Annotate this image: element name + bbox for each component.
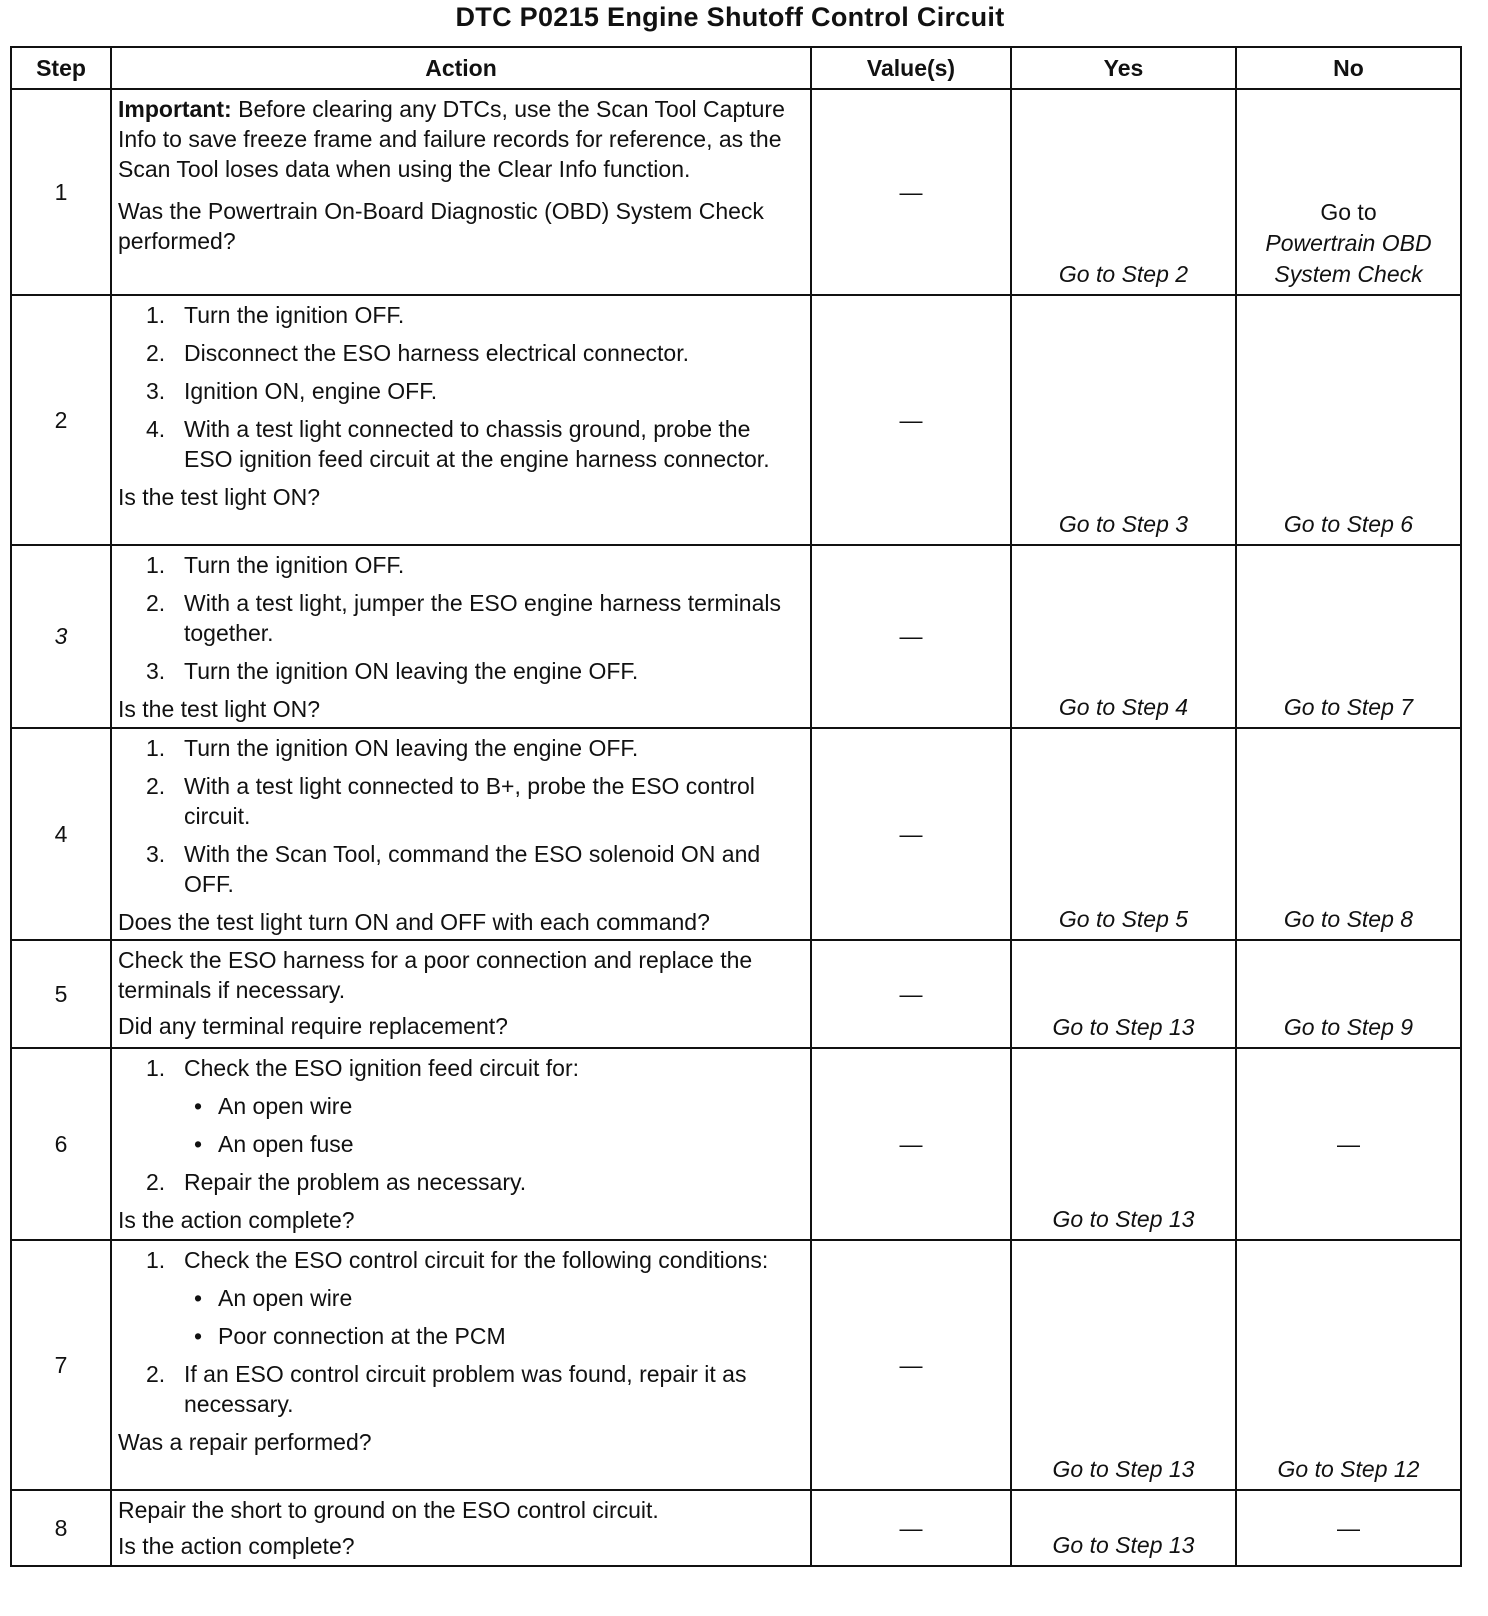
bullet-item: • An open fuse [194, 1131, 354, 1157]
action-step: 4. With a test light connected to chassis ground, probe the ESO ignition feed circuit at the engine harness connector. [146, 416, 770, 472]
step-number: 8 [11, 1490, 111, 1566]
action-step: 3. Ignition ON, engine OFF. [146, 378, 438, 404]
table-row [11, 940, 1461, 1048]
yes-result: Go to Step 5 [1011, 728, 1236, 940]
action-cell [111, 1490, 811, 1566]
action-steps [118, 1053, 804, 1197]
step-question: Is the test light ON? [118, 696, 320, 722]
header-values: Value(s) [811, 47, 1011, 89]
no-result: Go to Step 9 [1236, 940, 1461, 1048]
bullet-list [184, 1091, 804, 1159]
no-result: Go to Step 7 [1236, 545, 1461, 728]
bullet-list [184, 1283, 804, 1351]
action-cell [111, 89, 811, 295]
table-row [11, 89, 1461, 295]
yes-result: Go to Step 2 [1011, 89, 1236, 295]
header-step: Step [11, 47, 111, 89]
action-steps [118, 1245, 804, 1419]
action-step: 2. Disconnect the ESO harness electrical connector. [146, 340, 689, 366]
action-step: 3. Turn the ignition ON leaving the engine OFF. [146, 658, 639, 684]
action-cell [111, 940, 811, 1048]
important-note [118, 94, 804, 184]
step-question: Was the Powertrain On-Board Diagnostic (OBD) System Check performed? [118, 198, 764, 254]
yes-result: Go to Step 13 [1011, 1048, 1236, 1240]
action-steps [118, 300, 804, 474]
step-number: 1 [11, 89, 111, 295]
value-cell: — [811, 1490, 1011, 1566]
header-yes: Yes [1011, 47, 1236, 89]
table-row [11, 295, 1461, 545]
page-title: DTC P0215 Engine Shutoff Control Circuit [455, 2, 1005, 32]
step-question: Was a repair performed? [118, 1429, 372, 1455]
value-cell: — [811, 295, 1011, 545]
no-result: Go to Step 8 [1236, 728, 1461, 940]
action-cell [111, 1240, 811, 1490]
value-cell: — [811, 1240, 1011, 1490]
no-result: Go to Step 12 [1236, 1240, 1461, 1490]
table-row [11, 728, 1461, 940]
action-step: 1. Turn the ignition ON leaving the engine OFF. [146, 735, 639, 761]
yes-result: Go to Step 13 [1011, 940, 1236, 1048]
bullet-item: • An open wire [194, 1093, 353, 1119]
no-result-prefix: Go to [1320, 199, 1377, 225]
action-steps [118, 550, 804, 686]
no-result: Go to Step 6 [1236, 295, 1461, 545]
table-header-row [11, 47, 1461, 89]
yes-result: Go to Step 3 [1011, 295, 1236, 545]
step-question: Did any terminal require replacement? [118, 1013, 508, 1039]
value-cell: — [811, 728, 1011, 940]
yes-result: Go to Step 13 [1011, 1240, 1236, 1490]
step-number: 7 [11, 1240, 111, 1490]
action-step: 2. If an ESO control circuit problem was found, repair it as necessary. [146, 1361, 747, 1417]
bullet-item: • Poor connection at the PCM [194, 1323, 506, 1349]
table-row [11, 545, 1461, 728]
step-number: 6 [11, 1048, 111, 1240]
action-step: 1. Check the ESO control circuit for the following conditions: • An open wire • Poor connection at the PCM [118, 1245, 804, 1351]
value-cell: — [811, 1048, 1011, 1240]
no-result: — [1236, 1490, 1461, 1566]
no-result-target: Powertrain OBD System Check [1265, 230, 1432, 287]
action-text: Repair the short to ground on the ESO control circuit. [118, 1497, 659, 1523]
step-question: Does the test light turn ON and OFF with each command? [118, 909, 710, 935]
yes-result: Go to Step 4 [1011, 545, 1236, 728]
step-question: Is the test light ON? [118, 484, 320, 510]
step-number: 4 [11, 728, 111, 940]
value-cell: — [811, 940, 1011, 1048]
important-text: Before clearing any DTCs, use the Scan Tool Capture Info to save freeze frame and failure records for reference, as the Scan Tool loses data when using the Clear Info function. [118, 96, 785, 182]
action-steps [118, 733, 804, 899]
step-number: 2 [11, 295, 111, 545]
table-row [11, 1048, 1461, 1240]
value-cell: — [811, 89, 1011, 295]
action-step: 1. Turn the ignition OFF. [146, 302, 405, 328]
no-result: — [1236, 1048, 1461, 1240]
bullet-item: • An open wire [194, 1285, 353, 1311]
step-number: 5 [11, 940, 111, 1048]
header-no: No [1236, 47, 1461, 89]
action-cell [111, 1048, 811, 1240]
table-row [11, 1490, 1461, 1566]
action-text: Check the ESO harness for a poor connection and replace the terminals if necessary. [118, 947, 753, 1003]
action-step: 2. With a test light connected to B+, probe the ESO control circuit. [146, 773, 755, 829]
step-number: 3 [11, 545, 111, 728]
step-question: Is the action complete? [118, 1533, 355, 1559]
action-step: 1. Check the ESO ignition feed circuit for: • An open wire • An open fuse [118, 1053, 804, 1159]
action-cell [111, 295, 811, 545]
no-result [1236, 89, 1461, 295]
action-step: 2. With a test light, jumper the ESO engine harness terminals together. [146, 590, 782, 646]
action-step: 1. Turn the ignition OFF. [146, 552, 405, 578]
step-question: Is the action complete? [118, 1207, 355, 1233]
action-step: 2. Repair the problem as necessary. [146, 1169, 527, 1195]
action-cell [111, 545, 811, 728]
diagnostic-table [10, 46, 1462, 1567]
action-step: 3. With the Scan Tool, command the ESO solenoid ON and OFF. [146, 841, 761, 897]
action-cell [111, 728, 811, 940]
header-action: Action [111, 47, 811, 89]
table-row [11, 1240, 1461, 1490]
important-label: Important: [118, 96, 232, 122]
value-cell: — [811, 545, 1011, 728]
yes-result: Go to Step 13 [1011, 1490, 1236, 1566]
